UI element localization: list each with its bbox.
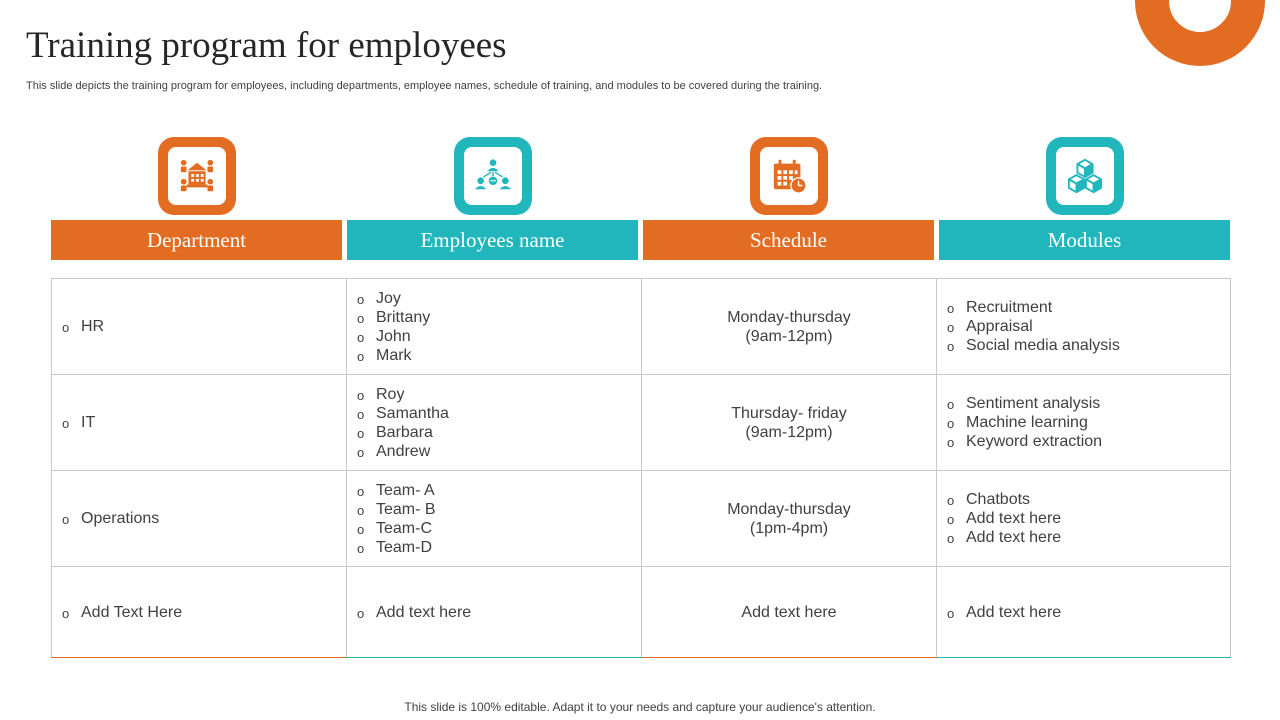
department-name: o HR (62, 317, 336, 336)
department-name: o IT (62, 413, 336, 432)
schedule-cell (642, 567, 937, 658)
department-cell (52, 471, 347, 567)
calendar-clock-icon (770, 157, 808, 195)
employee-item: o Team-D (357, 538, 631, 557)
employee-item: o Joy (357, 289, 631, 308)
cubes-icon (1066, 157, 1104, 195)
schedule-time: (9am-12pm) (745, 423, 833, 441)
column-header-schedule: Schedule (643, 220, 934, 260)
table-row (52, 375, 1231, 471)
modules-icon-box (1046, 137, 1124, 215)
modules-cell (937, 567, 1231, 658)
table-row (52, 471, 1231, 567)
employee-item: o Roy (357, 385, 631, 404)
column-header-employees: Employees name (347, 220, 638, 260)
employees-cell (347, 471, 642, 567)
schedule-cell (642, 471, 937, 567)
slide-title: Training program for employees (26, 25, 507, 66)
module-item: o Appraisal (947, 317, 1220, 336)
schedule-time: (1pm-4pm) (749, 519, 829, 537)
employees-cell (347, 279, 642, 375)
slide-footer: This slide is 100% editable. Adapt it to your needs and capture your audience's attention. (404, 700, 876, 714)
column-header-modules: Modules (939, 220, 1230, 260)
department-cell (52, 375, 347, 471)
modules-cell (937, 471, 1231, 567)
department-icon-box (158, 137, 236, 215)
employee-item: o Team-C (357, 519, 631, 538)
schedule-cell (642, 279, 937, 375)
decorative-ring (1135, 0, 1265, 66)
schedule-days: Add text here (741, 603, 837, 621)
table-row (52, 279, 1231, 375)
module-item: o Chatbots (947, 490, 1220, 509)
employee-item: o Team- A (357, 481, 631, 500)
schedule-icon-box (750, 137, 828, 215)
employee-item: o Add text here (357, 603, 631, 622)
module-item: o Add text here (947, 509, 1220, 528)
employee-item: o Brittany (357, 308, 631, 327)
training-table (51, 278, 1231, 658)
schedule-days: Monday-thursday (727, 308, 851, 326)
employee-item: o Team- B (357, 500, 631, 519)
schedule-days: Thursday- friday (731, 404, 847, 422)
module-item: o Add text here (947, 528, 1220, 547)
employees-cell (347, 375, 642, 471)
department-name: o Add Text Here (62, 603, 336, 622)
module-item: o Social media analysis (947, 336, 1220, 355)
employee-item: o John (357, 327, 631, 346)
schedule-cell (642, 375, 937, 471)
module-item: o Sentiment analysis (947, 394, 1220, 413)
module-item: o Recruitment (947, 298, 1220, 317)
module-item: o Keyword extraction (947, 432, 1220, 451)
modules-cell (937, 279, 1231, 375)
module-item: o Machine learning (947, 413, 1220, 432)
employee-item: o Barbara (357, 423, 631, 442)
table-row (52, 567, 1231, 658)
team-network-icon (474, 157, 512, 195)
employees-cell (347, 567, 642, 658)
schedule-time: (9am-12pm) (745, 327, 833, 345)
column-header-department: Department (51, 220, 342, 260)
module-item: o Add text here (947, 603, 1220, 622)
employee-item: o Samantha (357, 404, 631, 423)
slide-subtitle: This slide depicts the training program for employees, including departments, employee names, schedule of training, and modules to be covered during the training. (26, 80, 823, 92)
employee-item: o Andrew (357, 442, 631, 461)
department-cell (52, 567, 347, 658)
schedule-days: Monday-thursday (727, 500, 851, 518)
modules-cell (937, 375, 1231, 471)
department-name: o Operations (62, 509, 336, 528)
building-people-icon (178, 157, 216, 195)
department-cell (52, 279, 347, 375)
employee-item: o Mark (357, 346, 631, 365)
employees-icon-box (454, 137, 532, 215)
